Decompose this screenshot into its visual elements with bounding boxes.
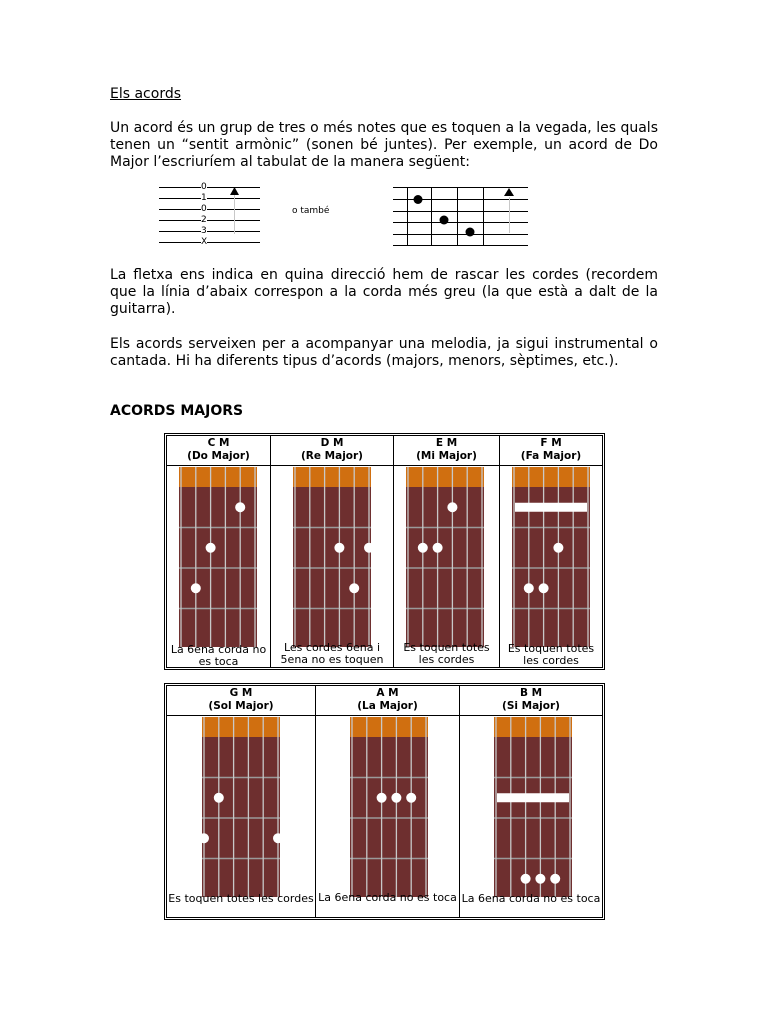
chord-cell-b-major — [460, 686, 602, 917]
chord-note: La 6ena corda no es toca — [318, 891, 457, 904]
chord-full-name: (La Major) — [357, 700, 418, 712]
chord-cell-f-major — [500, 436, 602, 667]
fretboard-nut — [202, 717, 280, 737]
chord-note: Es toquen totes les cordes — [403, 641, 490, 666]
fretboard-body — [494, 717, 572, 897]
chord-note: Les cordes 6ena i 5ena no es toquen — [280, 641, 384, 666]
tab-fret-number: 3 — [201, 226, 207, 236]
chord-cell-d-major — [271, 436, 394, 667]
chord-full-name: (Fa Major) — [520, 450, 582, 462]
finger-dot — [550, 874, 560, 884]
fretboard-nut — [179, 467, 257, 487]
barre-bar — [515, 503, 587, 512]
chord-name: C M — [207, 437, 230, 449]
chord-cell-c-major — [167, 436, 271, 667]
fretboard-nut — [494, 717, 572, 737]
chord-full-name: (Sol Major) — [208, 700, 274, 712]
chord-full-name: (Si Major) — [502, 700, 560, 712]
fretboard-b-major — [493, 717, 573, 897]
chord-name: A M — [376, 687, 399, 699]
chord-cell-g-major — [167, 686, 316, 917]
finger-dot — [466, 228, 475, 237]
chord-table-row-2 — [164, 683, 605, 920]
strum-arrow-icon — [504, 188, 514, 196]
fretboard-body — [350, 717, 428, 897]
chord-grid-example — [393, 185, 529, 247]
finger-dot — [539, 583, 549, 593]
finger-dot — [406, 793, 416, 803]
finger-dot — [521, 874, 531, 884]
usage-paragraph: Els acords serveixen per a acompanyar una melodia, ja sigui instrumental o cantada. Hi ha diferents tipus d’acords (majors, menors, sèptimes, etc.). — [110, 336, 658, 369]
tab-fret-number: 0 — [201, 204, 207, 214]
finger-dot — [433, 543, 443, 553]
chord-name: F M — [540, 437, 562, 449]
strum-paragraph: La fletxa ens indica en quina direcció hem de rascar les cordes (recordem que la línia d’abaix correspon a la corda més greu (la que està a dalt de la guitarra). — [110, 267, 658, 317]
chord-grid-diagram — [393, 185, 529, 247]
fretboard-a-major — [349, 717, 429, 897]
fretboard-body — [179, 467, 257, 647]
chord-cell-e-major — [394, 436, 500, 667]
tab-example — [158, 182, 268, 250]
fretboard-body — [512, 467, 590, 647]
section-title: ACORDS MAJORS — [110, 403, 244, 419]
chord-note: La 6ena corda no es toca — [461, 892, 601, 905]
chord-name: B M — [519, 687, 543, 699]
strum-arrow-icon — [230, 187, 239, 195]
chord-full-name: (Re Major) — [301, 450, 363, 462]
finger-dot — [524, 583, 534, 593]
fretboard-f-major — [511, 467, 591, 647]
finger-dot — [334, 543, 344, 553]
chord-name: D M — [320, 437, 344, 449]
finger-dot — [349, 583, 359, 593]
finger-dot — [553, 543, 563, 553]
tab-fret-number: 2 — [201, 215, 207, 225]
finger-dot — [418, 543, 428, 553]
barre-bar — [497, 793, 569, 802]
tab-fret-number: X — [201, 237, 208, 247]
finger-dot — [535, 874, 545, 884]
chord-note: La 6ena corda no es toca — [170, 643, 267, 668]
tab-fret-number: 0 — [201, 182, 207, 192]
chord-cell-a-major — [316, 686, 460, 917]
finger-dot — [414, 195, 423, 204]
fretboard-e-major — [405, 467, 485, 647]
finger-dot — [214, 793, 224, 803]
chord-table-row-1 — [164, 433, 605, 670]
chord-name: E M — [435, 437, 458, 449]
fretboard-body — [406, 467, 484, 647]
finger-dot — [191, 583, 201, 593]
tab-fret-number: 1 — [201, 193, 207, 203]
fretboard-body — [293, 467, 371, 647]
intro-paragraph: Un acord és un grup de tres o més notes que es toquen a la vegada, les quals tenen un “sentit armònic” (sonen bé juntes). Per exemple, un acord de Do Major l’escriuríem al tabulat de la manera següent: — [110, 120, 658, 170]
chord-full-name: (Do Major) — [187, 450, 250, 462]
page-heading: Els acords — [110, 86, 182, 102]
finger-dot — [391, 793, 401, 803]
fretboard-nut — [293, 467, 371, 487]
fretboard-body — [202, 717, 280, 897]
finger-dot — [206, 543, 216, 553]
finger-dot — [235, 502, 245, 512]
finger-dot — [377, 793, 387, 803]
fretboard-nut — [350, 717, 428, 737]
fretboard-g-major — [201, 717, 281, 897]
fretboard-nut — [406, 467, 484, 487]
fretboard-d-major — [292, 467, 372, 647]
finger-dot — [447, 502, 457, 512]
tab-staff — [158, 182, 268, 250]
tab-connector-text: o també — [292, 206, 330, 216]
fretboard-c-major — [178, 467, 258, 647]
chord-full-name: (Mi Major) — [416, 450, 477, 462]
chord-note: Es toquen totes les cordes — [507, 642, 595, 667]
chord-name: G M — [229, 687, 253, 699]
finger-dot — [440, 216, 449, 225]
fretboard-nut — [512, 467, 590, 487]
chord-note: Es toquen totes les cordes — [168, 892, 314, 905]
